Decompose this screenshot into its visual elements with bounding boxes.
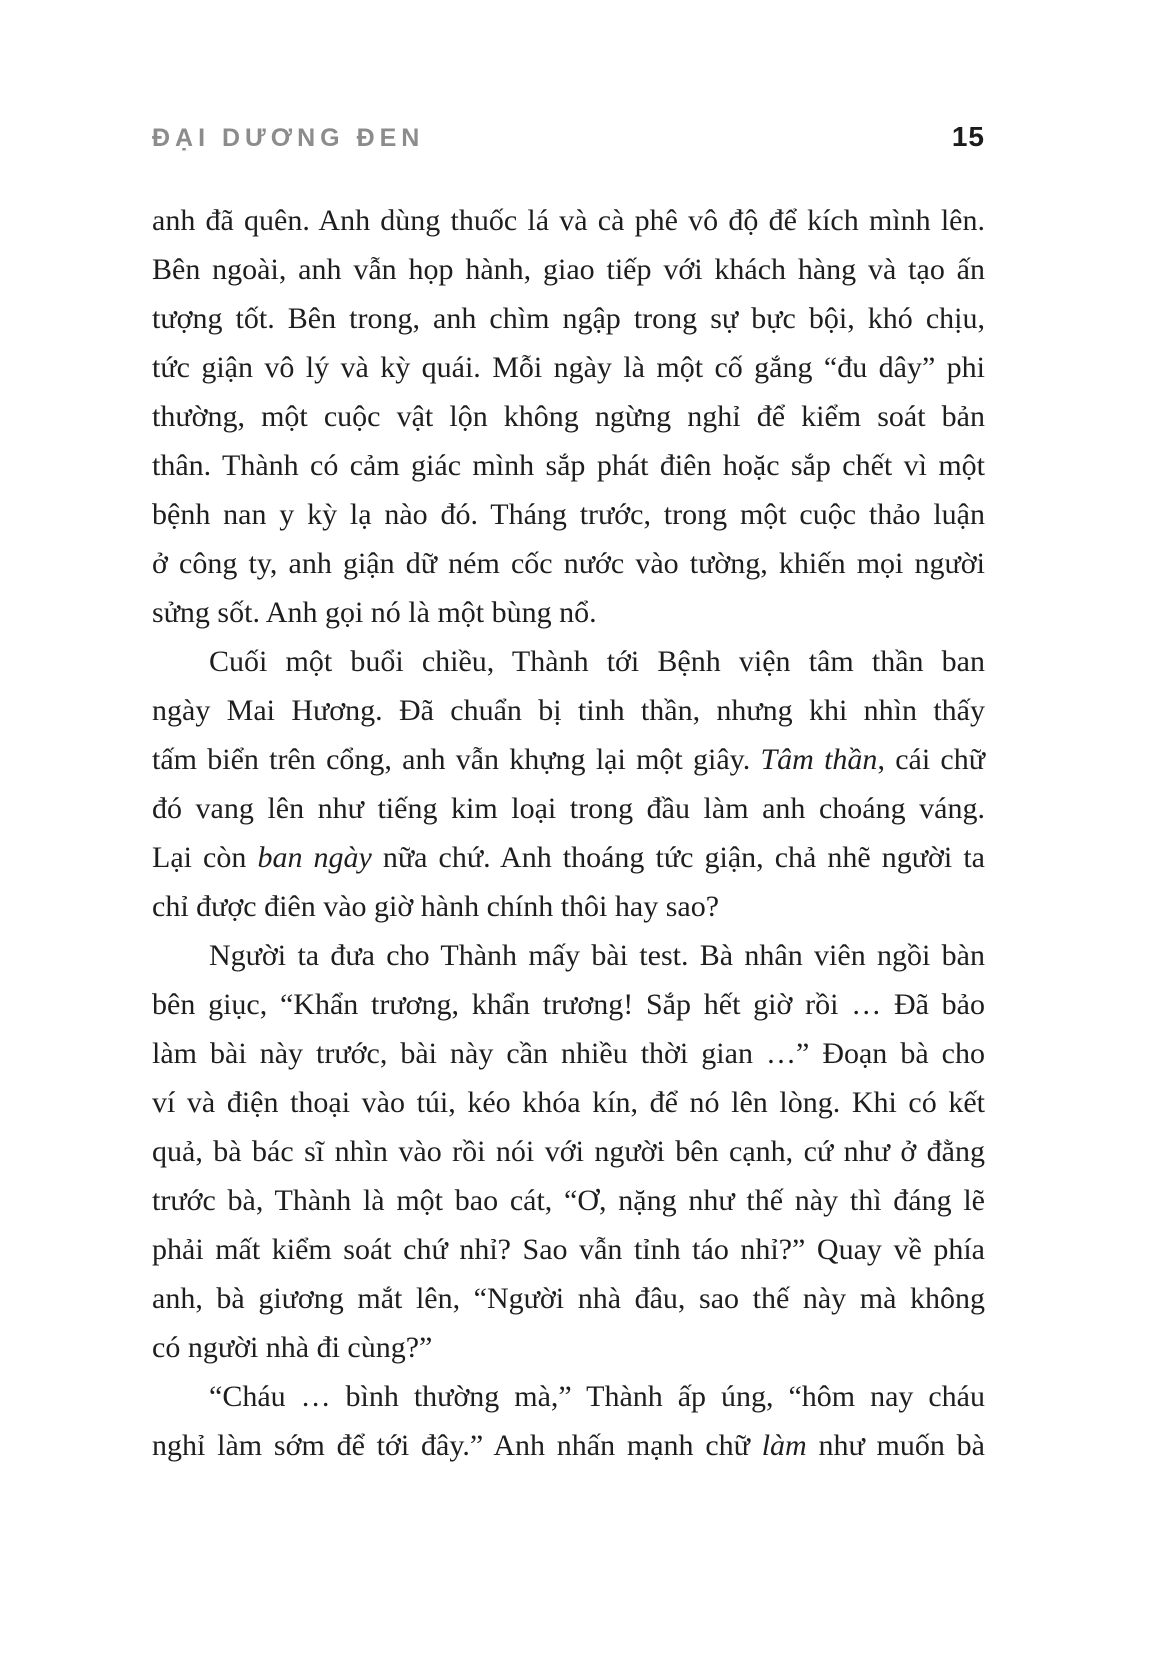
text-line (152, 1323, 985, 1372)
text-line (152, 931, 985, 980)
text-line (152, 1078, 985, 1127)
text-segment: tượng tốt. Bên trong, anh chìm ngập trong sự bực bội, khó chịu, (152, 302, 985, 335)
text-line (152, 539, 985, 588)
page-header (152, 121, 985, 153)
text-line (152, 980, 985, 1029)
text-line (152, 784, 985, 833)
text-line (152, 1274, 985, 1323)
text-segment: sửng sốt. Anh gọi nó là một bùng nổ. (152, 596, 597, 629)
text-segment: ngày Mai Hương. Đã chuẩn bị tinh thần, nhưng khi nhìn thấy (152, 694, 985, 727)
text-line (152, 392, 985, 441)
text-segment: thường, một cuộc vật lộn không ngừng nghỉ để kiểm soát bản (152, 400, 985, 433)
running-head-book-title: ĐẠI DƯƠNG ĐEN (152, 124, 425, 152)
text-segment: đó vang lên như tiếng kim loại trong đầu làm anh choáng váng. (152, 792, 985, 825)
text-line (152, 441, 985, 490)
text-line (152, 1029, 985, 1078)
text-line (152, 196, 985, 245)
text-segment: nữa chứ. Anh thoáng tức giận, chả nhẽ người ta (371, 841, 985, 874)
text-segment: phải mất kiểm soát chứ nhỉ? Sao vẫn tỉnh táo nhỉ?” Quay về phía (152, 1233, 985, 1266)
text-segment: làm bài này trước, bài này cần nhiều thời gian …” Đoạn bà cho (152, 1037, 985, 1070)
italic-text-segment: ban ngày (257, 841, 372, 874)
text-segment: tấm biển trên cổng, anh vẫn khựng lại một giây. (152, 743, 761, 776)
page-number: 15 (951, 121, 985, 152)
text-segment: , cái chữ (877, 743, 986, 776)
text-line (152, 1421, 985, 1470)
text-segment: bệnh nan y kỳ lạ nào đó. Tháng trước, trong một cuộc thảo luận (152, 498, 985, 531)
text-segment: bên giục, “Khẩn trương, khẩn trương! Sắp hết giờ rồi … Đã bảo (152, 988, 985, 1021)
text-segment: Bên ngoài, anh vẫn họp hành, giao tiếp với khách hàng và tạo ấn (152, 253, 985, 286)
page-body (152, 196, 985, 1470)
text-segment: tức giận vô lý và kỳ quái. Mỗi ngày là một cố gắng “đu dây” phi (152, 351, 985, 384)
text-segment: có người nhà đi cùng?” (152, 1331, 433, 1364)
italic-text-segment: làm (761, 1429, 807, 1462)
text-segment: ví và điện thoại vào túi, kéo khóa kín, để nó lên lòng. Khi có kết (152, 1086, 985, 1119)
text-line (152, 1372, 985, 1421)
text-segment: anh, bà giương mắt lên, “Người nhà đâu, sao thế này mà không (152, 1282, 985, 1315)
text-line (152, 343, 985, 392)
text-segment: chỉ được điên vào giờ hành chính thôi hay sao? (152, 890, 720, 923)
text-line (152, 490, 985, 539)
text-segment: thân. Thành có cảm giác mình sắp phát điên hoặc sắp chết vì một (152, 449, 985, 482)
text-segment: Cuối một buổi chiều, Thành tới Bệnh viện tâm thần ban (209, 645, 985, 678)
text-line (152, 1225, 985, 1274)
text-line (152, 833, 985, 882)
text-segment: Lại còn (152, 841, 258, 874)
text-line (152, 588, 985, 637)
text-line (152, 294, 985, 343)
text-line (152, 1127, 985, 1176)
text-segment: trước bà, Thành là một bao cát, “Ơ, nặng như thế này thì đáng lẽ (152, 1184, 985, 1217)
text-line (152, 245, 985, 294)
text-line (152, 686, 985, 735)
text-segment: anh đã quên. Anh dùng thuốc lá và cà phê vô độ để kích mình lên. (152, 204, 985, 237)
text-segment: ở công ty, anh giận dữ ném cốc nước vào tường, khiến mọi người (152, 547, 985, 580)
text-line (152, 735, 985, 784)
text-line (152, 1176, 985, 1225)
text-segment: “Cháu … bình thường mà,” Thành ấp úng, “hôm nay cháu (209, 1380, 985, 1413)
text-line (152, 882, 985, 931)
text-line (152, 637, 985, 686)
text-segment: nghỉ làm sớm để tới đây.” Anh nhấn mạnh chữ (152, 1429, 762, 1462)
text-segment: như muốn bà (806, 1429, 985, 1462)
italic-text-segment: Tâm thần (760, 743, 878, 776)
text-segment: Người ta đưa cho Thành mấy bài test. Bà nhân viên ngồi bàn (209, 939, 985, 972)
text-segment: quả, bà bác sĩ nhìn vào rồi nói với người bên cạnh, cứ như ở đằng (152, 1135, 985, 1168)
